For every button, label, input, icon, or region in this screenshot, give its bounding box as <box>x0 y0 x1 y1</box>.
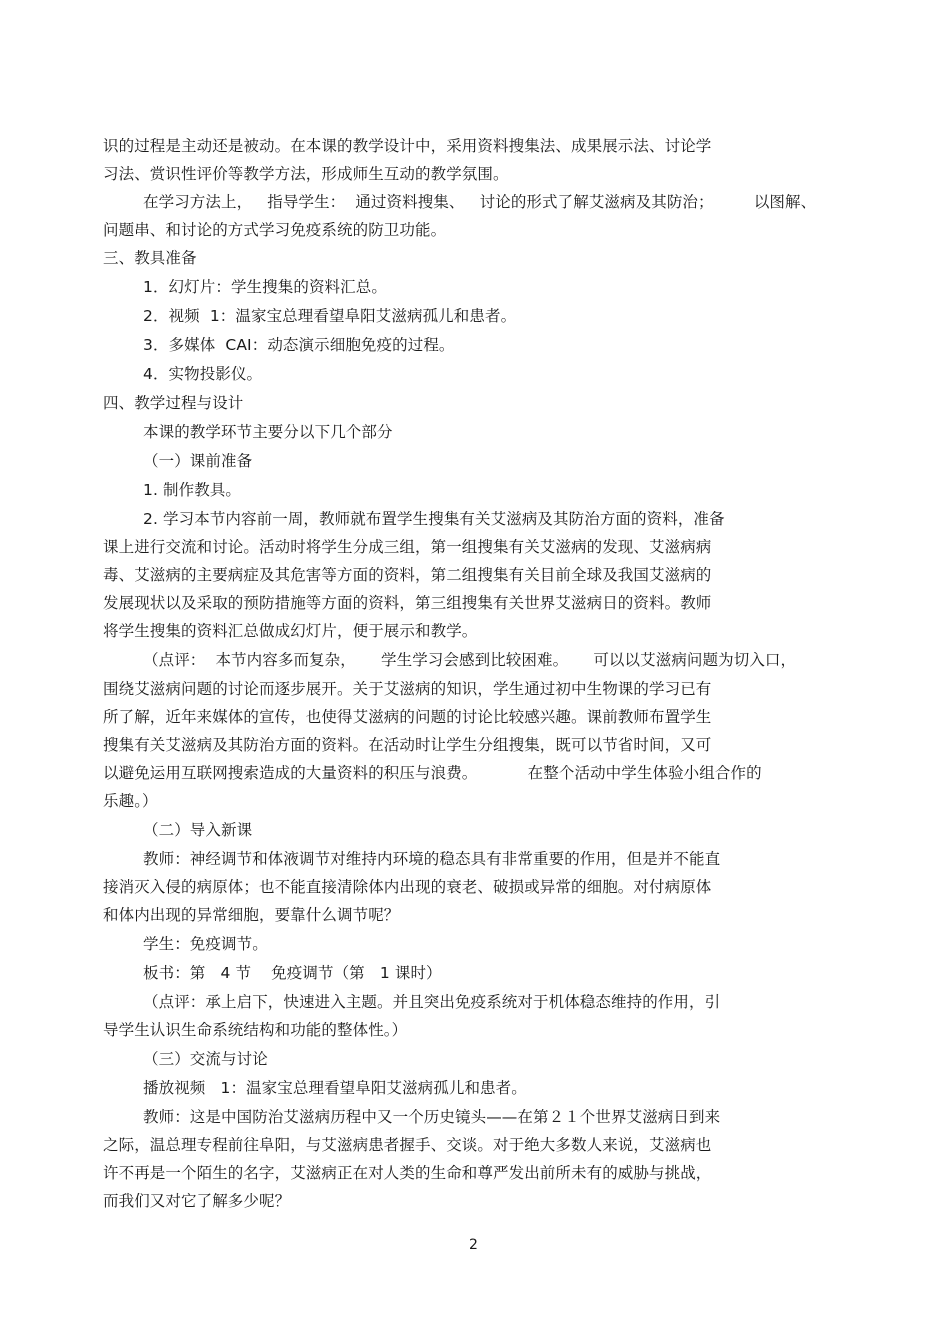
section-heading: 四、教学过程与设计 <box>103 394 244 412</box>
text-line: 围绕艾滋病问题的讨论而逐步展开。关于艾滋病的知识，学生通过初中生物课的学习已有 <box>103 680 712 698</box>
text-line: 识的过程是主动还是被动。在本课的教学设计中，采用资料搜集法、成果展示法、讨论学 <box>103 137 712 155</box>
text-line: （点评： 本节内容多而复杂， 学生学习会感到比较困难。 可以以艾滋病问题为切入口， <box>143 651 797 669</box>
section-heading: 三、教具准备 <box>103 249 197 267</box>
text-line: 教师：神经调节和体液调节对维持内环境的稳态具有非常重要的作用，但是并不能直 <box>143 850 721 868</box>
text-line: 搜集有关艾滋病及其防治方面的资料。在活动时让学生分组搜集，既可以节省时间，又可 <box>103 736 712 754</box>
list-item: 3．多媒体 CAI：动态演示细胞免疫的过程。 <box>143 336 455 354</box>
text-line: 许不再是一个陌生的名字，艾滋病正在对人类的生命和尊严发出前所未有的威胁与挑战， <box>103 1164 712 1182</box>
text-line: 而我们又对它了解多少呢？ <box>103 1192 291 1210</box>
page-number: 2 <box>469 1237 478 1253</box>
list-item: 1．幻灯片：学生搜集的资料汇总。 <box>143 278 387 296</box>
text-line: 将学生搜集的资料汇总做成幻灯片，便于展示和教学。 <box>103 622 478 640</box>
text-line: 2. 学习本节内容前一周，教师就布置学生搜集有关艾滋病及其防治方面的资料，准备 <box>143 510 725 528</box>
text-line: 板书：第 4 节 免疫调节（第 1 课时） <box>143 964 442 982</box>
text-line: 问题串、和讨论的方式学习免疫系统的防卫功能。 <box>103 221 447 239</box>
text-line: 毒、艾滋病的主要病症及其危害等方面的资料，第二组搜集有关目前全球及我国艾滋病的 <box>103 566 712 584</box>
text-line: 发展现状以及采取的预防措施等方面的资料，第三组搜集有关世界艾滋病日的资料。教师 <box>103 594 712 612</box>
text-line: 接消灭入侵的病原体；也不能直接清除体内出现的衰老、破损或异常的细胞。对付病原体 <box>103 878 712 896</box>
list-item: 2．视频 1：温家宝总理看望阜阳艾滋病孤儿和患者。 <box>143 307 517 325</box>
text-line: 和体内出现的异常细胞，要靠什么调节呢？ <box>103 906 400 924</box>
text-line: （点评：承上启下，快速进入主题。并且突出免疫系统对于机体稳态维持的作用，引 <box>143 993 721 1011</box>
text-line: 播放视频 1：温家宝总理看望阜阳艾滋病孤儿和患者。 <box>143 1079 527 1097</box>
text-line: 以避免运用互联网搜索造成的大量资料的积压与浪费。 在整个活动中学生体验小组合作的 <box>103 764 762 782</box>
text-line: 之际，温总理专程前往阜阳，与艾滋病患者握手、交谈。对于绝大多数人来说，艾滋病也 <box>103 1136 712 1154</box>
list-item: 4．实物投影仪。 <box>143 365 263 383</box>
subsection-heading: （三）交流与讨论 <box>143 1050 268 1068</box>
text-line: 习法、赏识性评价等教学方法，形成师生互动的教学氛围。 <box>103 165 509 183</box>
list-item: 1. 制作教具。 <box>143 481 242 499</box>
text-line: 课上进行交流和讨论。活动时将学生分成三组，第一组搜集有关艾滋病的发现、艾滋病病 <box>103 538 712 556</box>
text-line: 教师：这是中国防治艾滋病历程中又一个历史镜头——在第２１个世界艾滋病日到来 <box>143 1108 721 1126</box>
text-line: 导学生认识生命系统结构和功能的整体性。） <box>103 1021 408 1039</box>
text-line: 在学习方法上， 指导学生： 通过资料搜集、 讨论的形式了解艾滋病及其防治； 以图解、 <box>143 193 817 211</box>
text-line: 本课的教学环节主要分以下几个部分 <box>143 423 393 441</box>
text-line: 所了解，近年来媒体的宣传，也使得艾滋病的问题的讨论比较感兴趣。课前教师布置学生 <box>103 708 712 726</box>
text-line: 乐趣。） <box>103 792 158 810</box>
subsection-heading: （二）导入新课 <box>143 821 253 839</box>
subsection-heading: （一）课前准备 <box>143 452 253 470</box>
text-line: 学生：免疫调节。 <box>143 935 268 953</box>
